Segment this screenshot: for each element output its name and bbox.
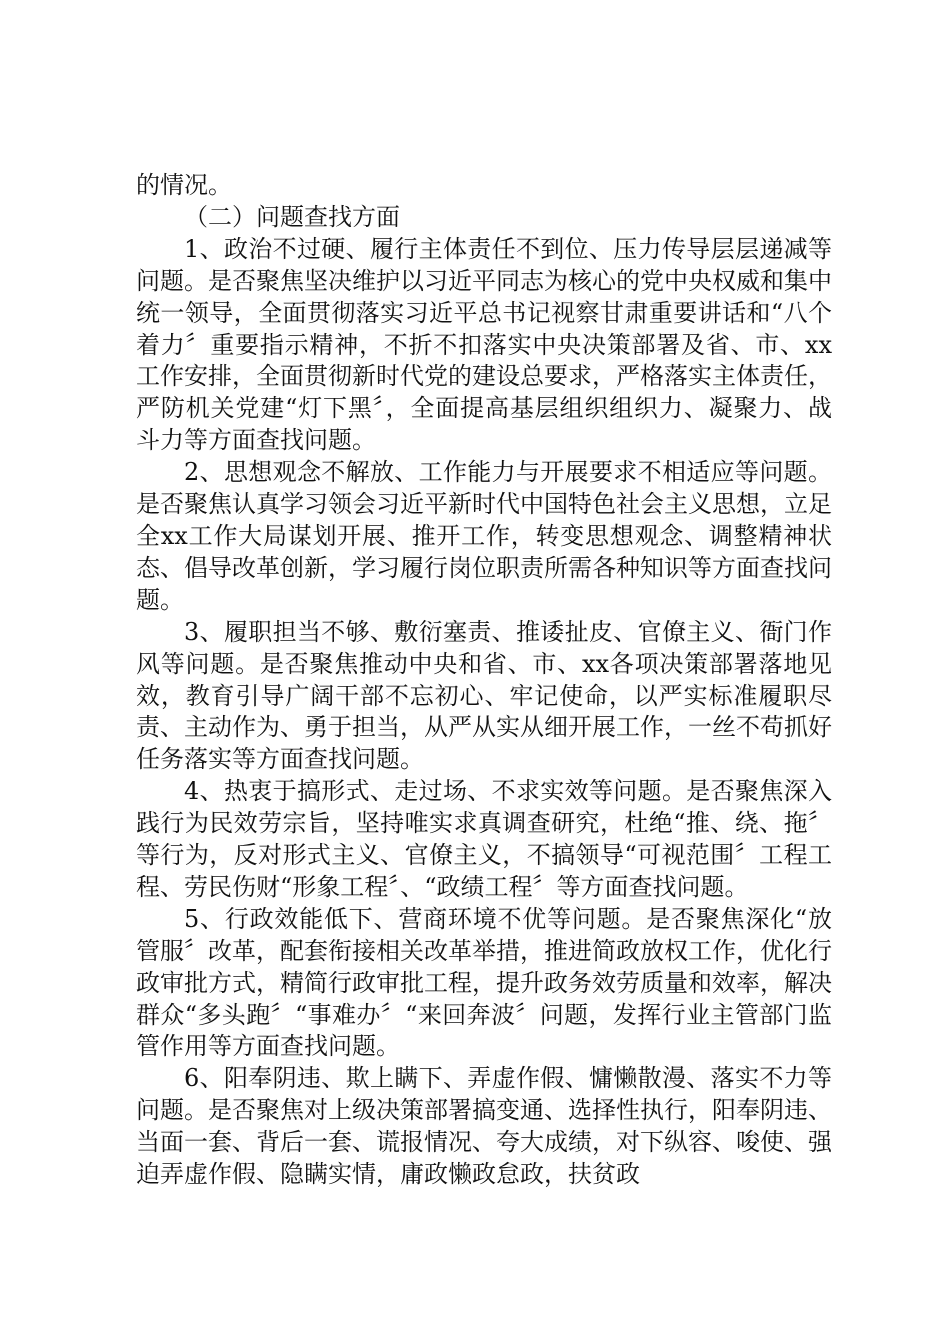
section-heading: （二）问题查找方面 (184, 202, 400, 231)
continuation-text: 的情况。 (136, 171, 232, 199)
paragraph-2: 2、思想观念不解放、工作能力与开展要求不相适应等问题。是否聚焦认真学习领会习近平新时代中国特色社会主义思想，立足全xx工作大局谋划开展、推开工作，转变思想观念、调整精神状态、倡导改革创新，学习履行岗位职责所需各种知识等方面查找问题。 (136, 458, 832, 614)
paragraph-3: 3、履职担当不够、敷衍塞责、推诿扯皮、官僚主义、衙门作风等问题。是否聚焦推动中央和省、市、xx各项决策部署落地见效，教育引导广阔干部不忘初心、牢记使命，以严实标准履职尽责、主动作为、勇于担当，从严从实从细开展工作，一丝不苟抓好任务落实等方面查找问题。 (136, 617, 832, 774)
paragraph-4: 4、热衷于搞形式、走过场、不求实效等问题。是否聚焦深入践行为民效劳宗旨，坚持唯实求真调查研究，杜绝“推、绕、拖〞等行为，反对形式主义、官僚主义，不搞领导“可视范围〞工程工程、劳民伤财“形象工程〞、“政绩工程〞等方面查找问题。 (136, 777, 832, 901)
paragraph-5: 5、行政效能低下、营商环境不优等问题。是否聚焦深化“放管服〞改革，配套衔接相关改革举措，推进简政放权工作，优化行政审批方式，精简行政审批工程，提升政务效劳质量和效率，解决群众“多头跑〞“事难办〞“来回奔波〞问题，发挥行业主管部门监管作用等方面查找问题。 (136, 904, 832, 1061)
paragraph-6: 6、阳奉阴违、欺上瞒下、弄虚作假、慵懒散漫、落实不力等问题。是否聚焦对上级决策部署搞变通、选择性执行，阳奉阴违、当面一套、背后一套、谎报情况、夸大成绩，对下纵容、唆使、强迫弄虚作假、隐瞒实情，庸政懒政怠政，扶贫政 (136, 1064, 832, 1189)
paragraph-1: 1、政治不过硬、履行主体责任不到位、压力传导层层递减等问题。是否聚焦坚决维护以习近平同志为核心的党中央权威和集中统一领导，全面贯彻落实习近平总书记视察甘肃重要讲话和“八个着力〞重要指示精神，不折不扣落实中央决策部署及省、市、xx工作安排，全面贯彻新时代党的建设总要求，严格落实主体责任，严防机关党建“灯下黑〞，全面提高基层组织组织力、凝聚力、战斗力等方面查找问题。 (136, 234, 832, 455)
document-body (136, 170, 832, 1191)
